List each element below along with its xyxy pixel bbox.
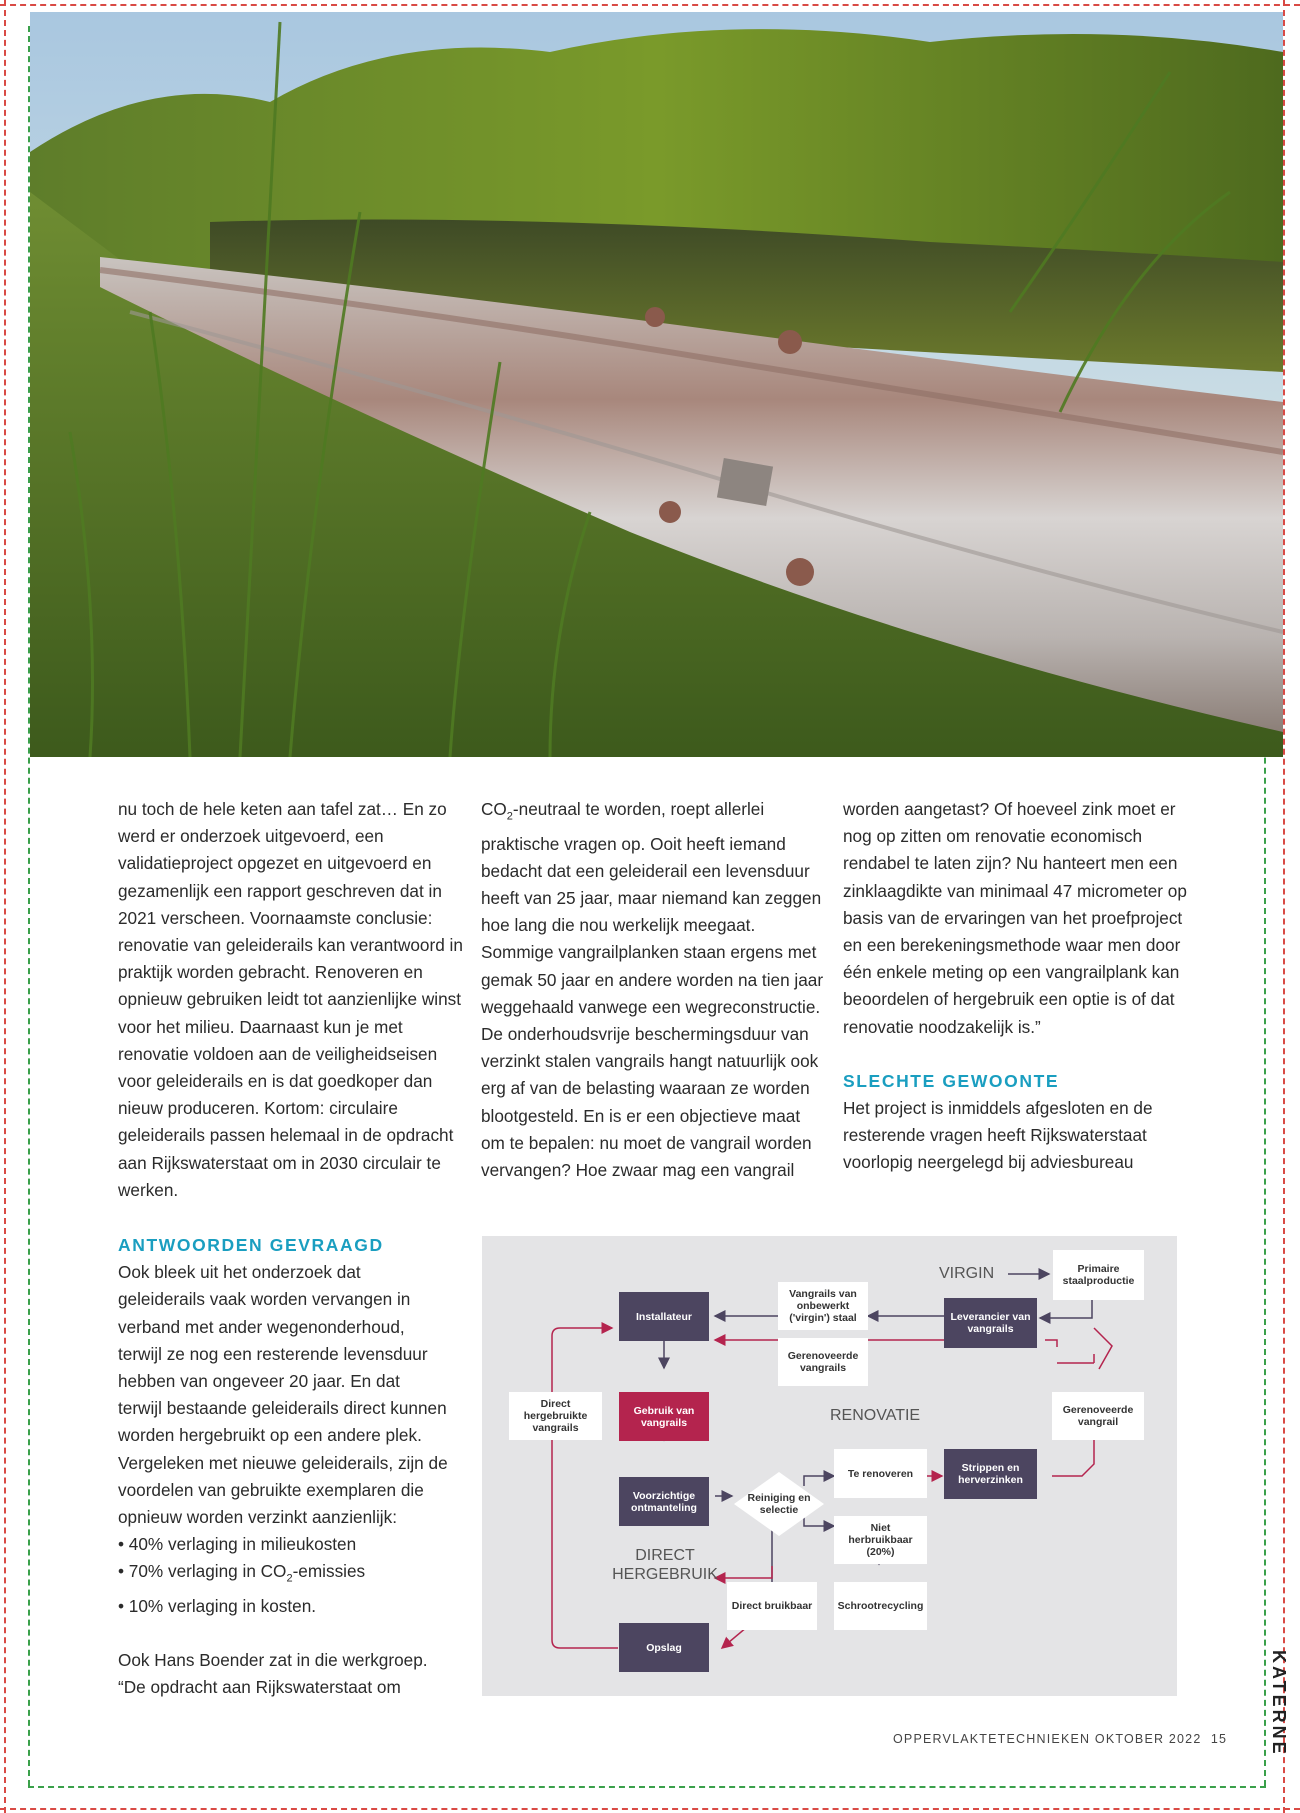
circular-flow-diagram bbox=[482, 1236, 1177, 1696]
side-tab-label: KATERNE bbox=[1269, 1650, 1289, 1757]
box-leverancier: Leverancier van vangrails bbox=[944, 1298, 1037, 1348]
box-vangrails-onbewerkt: Vangrails van onbewerkt ('virgin') staal bbox=[778, 1282, 868, 1330]
bullet2-suffix: -emissies bbox=[292, 1561, 366, 1582]
text-column-3 bbox=[843, 796, 1188, 1177]
label-hergebruik: HERGEBRUIK bbox=[612, 1566, 718, 1583]
box-te-renoveren: Te renoveren bbox=[834, 1449, 927, 1498]
paragraph-onderzoek: Ook bleek uit het onderzoek dat geleiderails vaak worden vervangen in verband met ander wegenonderhoud, terwijl ze nog een resterende levensduur hebben van ongeveer 20 jaar. En dat terwijl bestaande geleiderails direct kunnen worden hergebruikt op een andere plek. Vergeleken met nieuwe geleiderails, zijn de voordelen van gebruikte exemplaren die opnieuw worden verzinkt aanzienlijk: bbox=[118, 1262, 448, 1528]
box-direct-bruikbaar: Direct bruikbaar bbox=[727, 1582, 817, 1630]
box-direct-hergebruikte: Direct hergebruikte vangrails bbox=[509, 1392, 602, 1440]
text-column-1 bbox=[118, 796, 463, 1204]
crop-mark-top-outer bbox=[0, 4, 1300, 6]
magazine-issue: OPPERVLAKTETECHNIEKEN OKTOBER 2022 bbox=[893, 1732, 1202, 1746]
co2-subscript: 2 bbox=[506, 810, 513, 823]
paragraph-co2-neutraal bbox=[481, 796, 826, 1184]
bullet2-text: 70% verlaging in CO bbox=[128, 1561, 287, 1582]
list-item bbox=[118, 1558, 448, 1593]
label-virgin: VIRGIN bbox=[939, 1265, 995, 1282]
heading-slechte-gewoonte: SLECHTE GEWOONTE bbox=[843, 1070, 1060, 1091]
box-voorzichtige-ontmanteling: Voorzichtige ontmanteling bbox=[619, 1477, 709, 1526]
box-installateur: Installateur bbox=[619, 1292, 709, 1341]
co2-subscript: 2 bbox=[286, 1572, 293, 1585]
crop-mark-bottom-outer bbox=[0, 1808, 1300, 1810]
box-niet-herbruikbaar: Niet herbruikbaar (20%) bbox=[834, 1516, 927, 1564]
list-item: • 10% verlaging in kosten. bbox=[118, 1593, 448, 1620]
box-gerenoveerde-vangrail: Gerenoveerde vangrail bbox=[1052, 1392, 1144, 1440]
hero-photo bbox=[30, 12, 1283, 757]
box-primaire-staalproductie: Primaire staalproductie bbox=[1053, 1250, 1144, 1300]
label-direct: DIRECT bbox=[635, 1547, 695, 1564]
crop-mark-right-outer bbox=[1283, 0, 1285, 1813]
label-direct-hergebruik bbox=[610, 1546, 720, 1584]
box-gebruik-van-vangrails: Gebruik van vangrails bbox=[619, 1392, 709, 1441]
box-opslag: Opslag bbox=[619, 1623, 709, 1672]
paragraph-hans-boender: Ook Hans Boender zat in die werkgroep. “De opdracht aan Rijkswaterstaat om bbox=[118, 1650, 428, 1698]
page-number: 15 bbox=[1210, 1732, 1228, 1746]
text-column-4 bbox=[118, 1232, 448, 1702]
benefits-list bbox=[118, 1531, 448, 1620]
page-footer bbox=[893, 1732, 1227, 1746]
box-gerenoveerde-vangrails: Gerenoveerde vangrails bbox=[778, 1338, 868, 1386]
crop-mark-left-outer bbox=[4, 0, 6, 1813]
crop-mark-bottom-inner bbox=[28, 1786, 1266, 1788]
label-renovatie: RENOVATIE bbox=[830, 1407, 921, 1424]
heading-antwoorden-gevraagd: ANTWOORDEN GEVRAAGD bbox=[118, 1235, 384, 1255]
decision-diamond bbox=[734, 1472, 824, 1536]
paragraph-project-afgesloten: Het project is inmiddels afgesloten en de resterende vragen heeft Rijkswaterstaat voorlopig neergelegd bij adviesbureau bbox=[843, 1098, 1153, 1173]
box-schrootrecycling: Schrootrecycling bbox=[834, 1582, 927, 1630]
paragraph-aangetast: worden aangetast? Of hoeveel zink moet er nog op zitten om renovatie economisch rendabel te laten zijn? Nu hanteert men een zinklaagdikte van minimaal 47 micrometer op basis van de ervaringen van het proefproject en een berekeningsmethode waar men door één enkele meting op een vangrailplank kan beoordelen of hergebruik een optie is of dat renovatie noodzakelijk is.” bbox=[843, 799, 1187, 1037]
text-column-2 bbox=[481, 796, 826, 1184]
paragraph-keten: nu toch de hele keten aan tafel zat… En zo werd er onderzoek uitgevoerd, een validatieproject opgezet en uitgevoerd en gezamenlijk een rapport geschreven dat in 2021 verscheen. Voornaamste conclusie: renovatie van geleiderails kan verantwoord in praktijk worden gebracht. Renoveren en opnieuw gebruiken leidt tot aanzienlijke winst voor het milieu. Daarnaast kun je met renovatie voldoen aan de veiligheidseisen voor geleiderails en is dat goedkoper dan nieuw produceren. Kortom: circulaire geleiderails passen helemaal in de opdracht aan Rijkswaterstaat om in 2030 circulair te werken. bbox=[118, 799, 463, 1200]
diamond-reiniging-selectie: Reiniging en selectie bbox=[747, 1492, 811, 1516]
box-strippen-herverzinken: Strippen en herverzinken bbox=[944, 1449, 1037, 1499]
list-item: • 40% verlaging in milieukosten bbox=[118, 1531, 448, 1558]
co2-text: CO bbox=[481, 799, 507, 819]
co2-rest-text: -neutraal te worden, roept allerlei praktische vragen op. Ooit heeft iemand bedacht dat een geleiderail een levensduur heeft van 25 jaar, maar niemand kan zeggen hoe lang die nou werkelijk meegaat. Sommige vangrailplanken staan ergens met gemak 50 jaar en andere worden na tien jaar weggehaald vanwege een wegreconstructie. De onderhoudsvrije beschermingsduur van verzinkt stalen vangrails hangt natuurlijk ook erg af van de belasting waaraan ze worden blootgesteld. En is er een objectieve maat om te bepalen: nu moet de vangrail worden vervangen? Hoe zwaar mag een vangrail bbox=[481, 799, 824, 1181]
